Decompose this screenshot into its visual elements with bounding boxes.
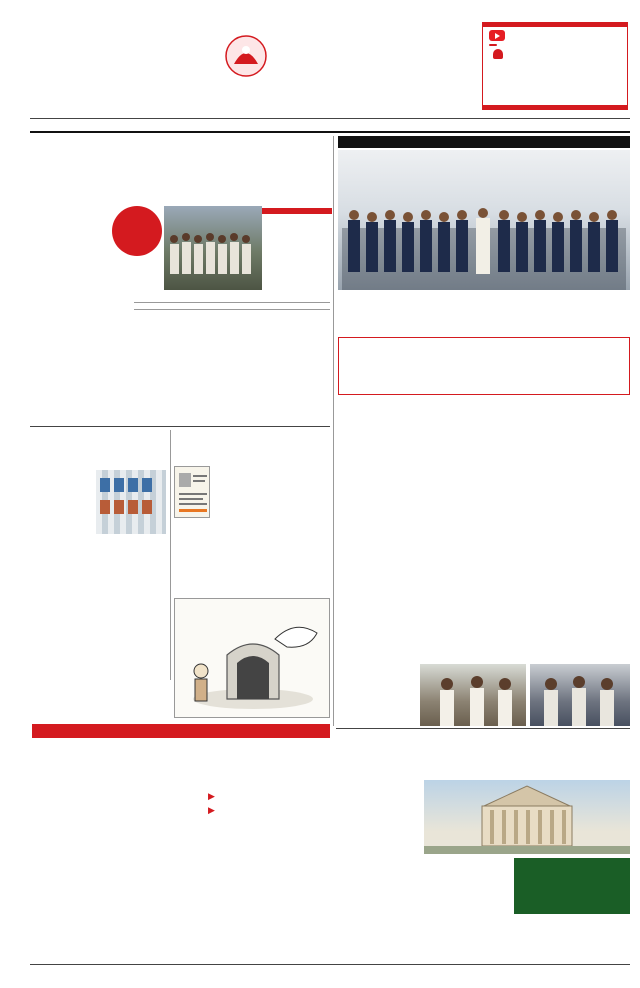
aviation-headline-1: [339, 338, 629, 340]
women-judges-text: [338, 750, 420, 964]
supreme-court-building-photo[interactable]: [424, 780, 630, 854]
lead-text-col3: [262, 230, 332, 326]
logo-emblem-icon: [224, 34, 268, 78]
youtube-promo[interactable]: [482, 22, 628, 110]
hate-speech-bullets: [208, 792, 330, 816]
boeing-photo-caption: [338, 293, 630, 333]
aadhaar-card-image[interactable]: [174, 466, 210, 518]
case-badge: [112, 206, 162, 256]
modi-photo-1[interactable]: [420, 664, 526, 726]
medicine-shelf-photo[interactable]: [96, 470, 166, 534]
aviation-text-col2: [434, 400, 530, 620]
convicts-photo[interactable]: [164, 206, 262, 290]
masthead: [0, 0, 640, 118]
women-judges-stat-box: [514, 858, 630, 914]
bullet-arrow-icon: ▶: [208, 792, 215, 802]
youtube-icon: [489, 30, 505, 41]
hate-speech-banner: [32, 724, 330, 738]
boeing-event-photo[interactable]: [338, 150, 630, 290]
bullet-arrow-icon: ▶: [208, 806, 215, 816]
antibiotic-text: [32, 538, 168, 678]
epfo-text: [214, 466, 330, 596]
editorial-cartoon[interactable]: [174, 598, 330, 718]
boeing-banner: [338, 136, 630, 148]
bell-icon: [493, 49, 503, 59]
lead-quote: [134, 302, 330, 310]
aviation-text-col1: [338, 400, 428, 620]
aviation-text-col4: [434, 622, 530, 662]
lead-text-col2: [134, 330, 332, 422]
supreme-court-tag: [262, 208, 332, 214]
laptop-headline[interactable]: [32, 898, 502, 924]
hate-speech-text-col1: [32, 792, 114, 962]
aviation-headline-box[interactable]: [338, 337, 630, 395]
lead-text-col1: [32, 210, 108, 320]
aviation-text-col3: [536, 400, 630, 620]
promo-bottom-text: [483, 105, 627, 109]
subscribe-button[interactable]: [489, 44, 497, 46]
modi-photo-2[interactable]: [530, 664, 630, 726]
lead-text-col1b: [32, 322, 132, 402]
hc-directive-box: [116, 792, 180, 836]
